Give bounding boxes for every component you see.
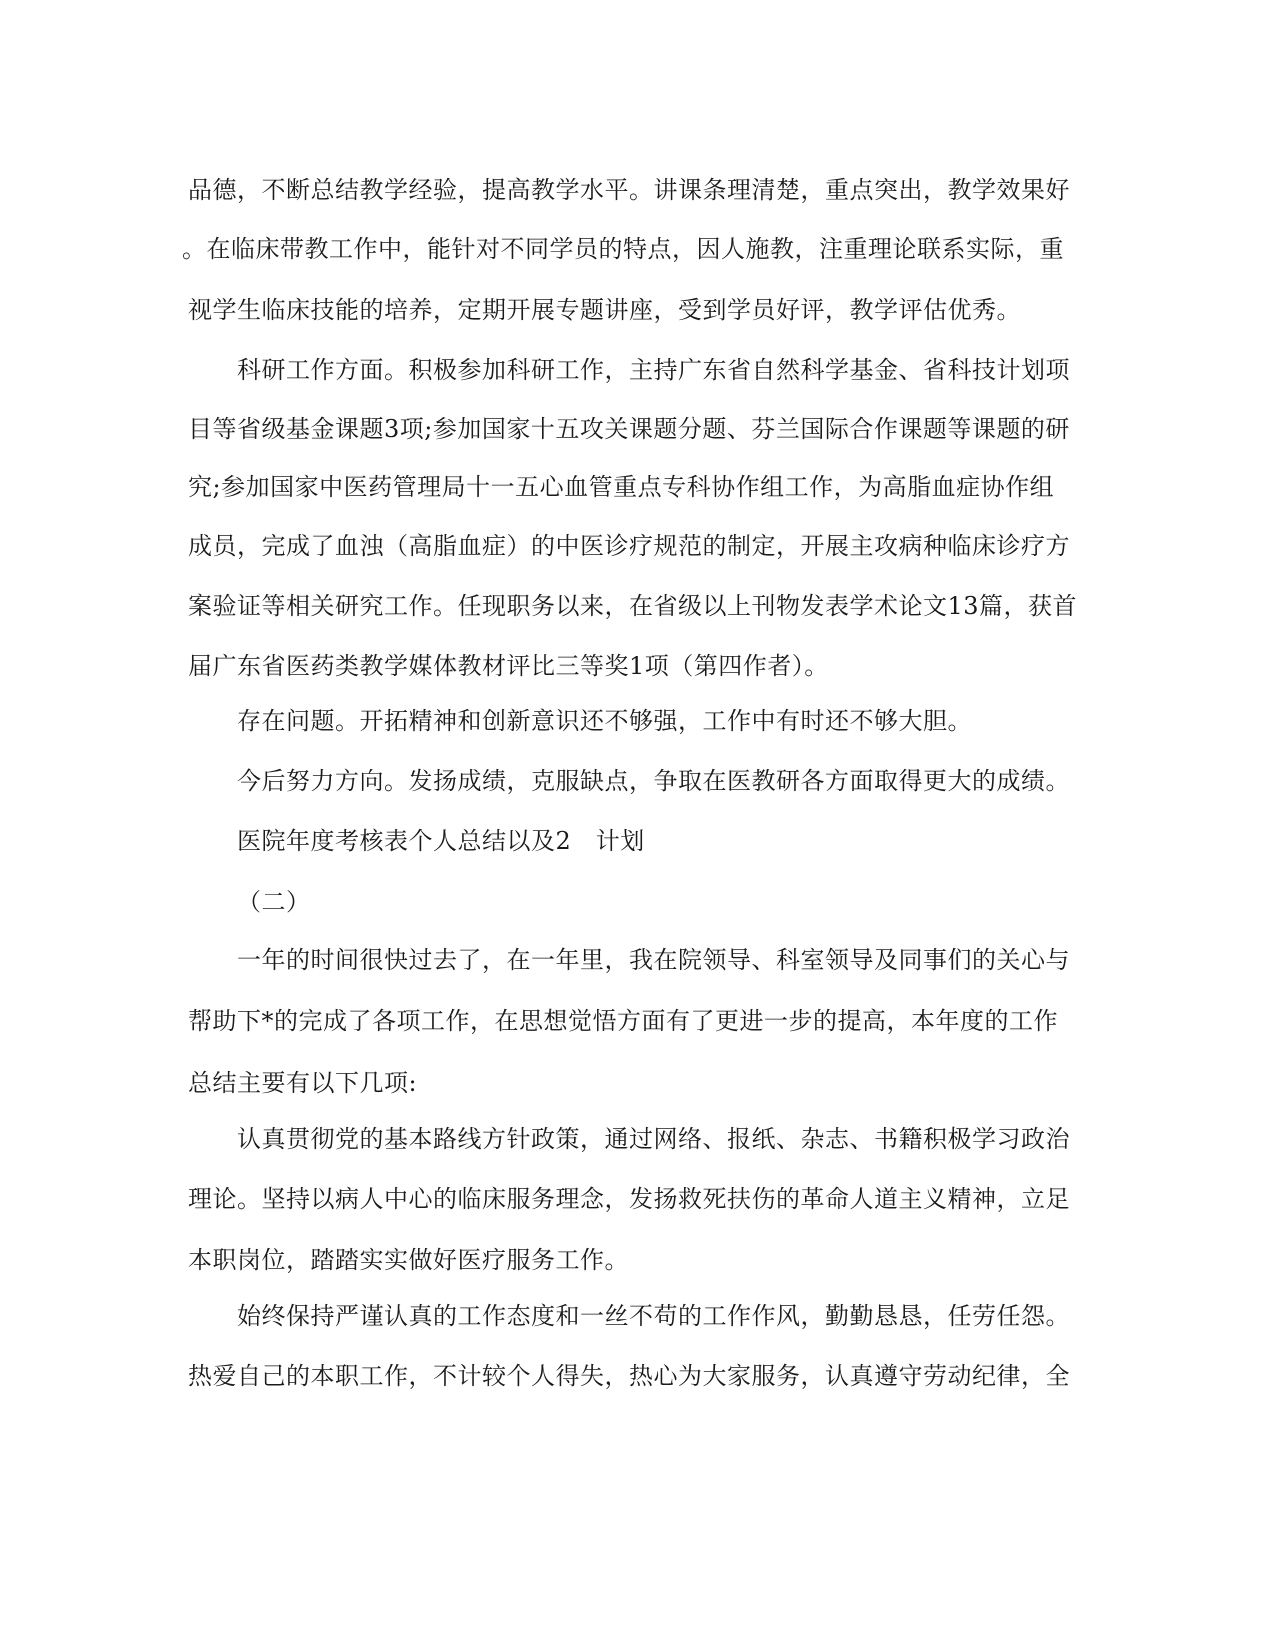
paragraph-start-line: 存在问题。开拓精神和创新意识还不够强，工作中有时还不够大胆。 xyxy=(237,707,972,735)
text-line: 品德，不断总结教学经验，提高教学水平。讲课条理清楚，重点突出，教学效果好 xyxy=(188,176,1070,204)
section-title: 医院年度考核表个人总结以及2 计划 xyxy=(237,827,645,855)
text-line: 成员，完成了血浊（高脂血症）的中医诊疗规范的制定，开展主攻病种临床诊疗方 xyxy=(188,532,1070,560)
text-line: 总结主要有以下几项: xyxy=(188,1069,418,1097)
text-line: 热爱自己的本职工作，不计较个人得失，热心为大家服务，认真遵守劳动纪律，全 xyxy=(188,1362,1070,1390)
paragraph-start-line: 科研工作方面。积极参加科研工作，主持广东省自然科学基金、省科技计划项 xyxy=(237,356,1070,384)
text-line: 理论。坚持以病人中心的临床服务理念，发扬救死扶伤的革命人道主义精神，立足 xyxy=(188,1185,1070,1213)
paragraph-start-line: 一年的时间很快过去了，在一年里，我在院领导、科室领导及同事们的关心与 xyxy=(237,946,1070,974)
text-line: 目等省级基金课题3项;参加国家十五攻关课题分题、芬兰国际合作课题等课题的研 xyxy=(188,415,1070,443)
paragraph-start-line: 认真贯彻党的基本路线方针政策，通过网络、报纸、杂志、书籍积极学习政治 xyxy=(237,1125,1070,1153)
text-line: 案验证等相关研究工作。任现职务以来，在省级以上刊物发表学术论文13篇，获首 xyxy=(188,592,1078,620)
text-line: 视学生临床技能的培养，定期开展专题讲座，受到学员好评，教学评估优秀。 xyxy=(188,296,1021,324)
text-line: 。在临床带教工作中，能针对不同学员的特点，因人施教，注重理论联系实际，重 xyxy=(182,235,1064,263)
paragraph-start-line: 始终保持严谨认真的工作态度和一丝不苟的工作作风，勤勤恳恳，任劳任怨。 xyxy=(237,1302,1070,1330)
text-line: 究;参加国家中医药管理局十一五心血管重点专科协作组工作，为高脂血症协作组 xyxy=(188,473,1055,501)
paragraph-start-line: 今后努力方向。发扬成绩，克服缺点，争取在医教研各方面取得更大的成绩。 xyxy=(237,767,1070,795)
text-line: 本职岗位，踏踏实实做好医疗服务工作。 xyxy=(188,1246,629,1274)
text-line: 届广东省医药类教学媒体教材评比三等奖1项（第四作者）。 xyxy=(188,652,829,680)
section-number: （二） xyxy=(237,888,311,916)
text-line: 帮助下*的完成了各项工作，在思想觉悟方面有了更进一步的提高，本年度的工作 xyxy=(188,1007,1058,1035)
